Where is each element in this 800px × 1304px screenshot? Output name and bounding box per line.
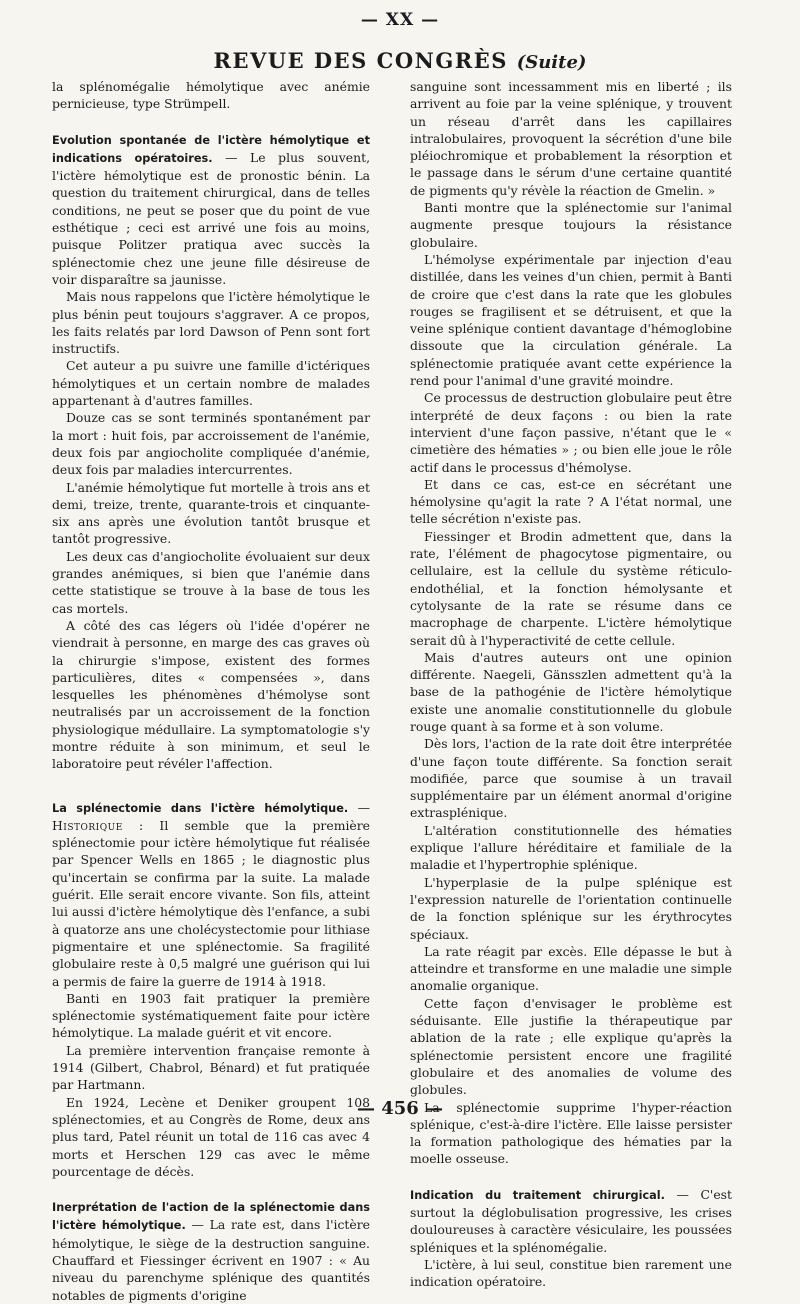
section-indication [410,1186,732,1256]
paragraph: L'ictère, à lui seul, constitue bien rarement une indication opératoire. [410,1256,732,1290]
paragraph: Cet auteur a pu suivre une famille d'ictériques hémolytiques et un certain nombre de malades appartenant à d'autres familles. [52,358,370,409]
paragraph: L'hémolyse expérimentale par injection d'eau distillée, dans les veines d'un chien, permit à Banti de croire que c'est dans la rate que les globules rouges se fragilisent et se détruisent, et que la veine splénique contient davantage d'hémoglobine dissoute que la circulation générale. La splénectomie pratiquée avant cette expérience la rend pour l'animal d'une gravité moindre. [410,251,732,389]
section-title: La splénectomie dans l'ictère hémolytique. [52,801,349,815]
section-text: — C'est surtout la déglobulisation progressive, les crises douloureuses à caractère vésiculaire, les poussées spléniques et la splénomégalie. [410,1186,733,1255]
paragraph: Fiessinger et Brodin admettent que, dans la rate, l'élément de phagocytose pigmentaire, ou cellulaire, est la cellule du système réticulo-endothélial, et la fonction hémolysante et cytolysante de la rate se résume dans ce macrophage de charpente. L'ictère hémolytique serait dû à l'hyperactivité de cette cellule. [410,528,732,648]
page-number: — 456 — [356,1098,444,1119]
paragraph: L'anémie hémolytique fut mortelle à trois ans et demi, treize, trente, quarante-trois et cinquante-six ans après une évolution tantôt brusque et tantôt progressive. [52,479,370,547]
paragraph: Cette façon d'envisager le problème est séduisante. Elle justifie la thérapeutique par ablation de la rate ; elle explique qu'après la splénectomie persistent encore une fragilité globulaire et des anomalies de volume des globules. [410,995,732,1098]
section-text: — Le plus souvent, l'ictère hémolytique est de pronostic bénin. La question du traitement chirurgical, dans de telles conditions, ne peut se poser que du point de vue esthétique ; ceci est arrivé une fois au moins, puisque Politzer pratiqua avec succès la splénectomie chez une jeune fille désireuse de voir disparaître sa jaunisse. [52,149,371,287]
paragraph: L'altération constitutionnelle des hématies explique l'allure héréditaire et familiale de la maladie et l'hypertrophie splénique. [410,822,732,873]
section-smallcaps: Historique [52,817,123,833]
paragraph: sanguine sont incessamment mis en liberté ; ils arrivent au foie par la veine splénique, y trouvent un réseau d'arrêt dans les capillaires intralobulaires, provoquent la sécrétion d'une bile pléiochromique et probablement la résorption et le passage dans le sérum d'une certaine quantité de pigments qu'y révèle la réaction de Gmelin. » [410,79,732,198]
paragraph: Douze cas se sont terminés spontanément par la mort : huit fois, par accroissement de l'anémie, deux fois par angiocholite compliquée d'anémie, deux fois par maladies intercurrentes. [52,410,370,478]
paragraph: L'hyperplasie de la pulpe splénique est l'expression naturelle de l'orientation continuelle de la fonction splénique sur les érythrocytes spéciaux. [410,874,732,942]
section-splenectomie [52,799,370,990]
paragraph: Mais nous rappelons que l'ictère hémolytique le plus bénin peut toujours s'aggraver. A ce propos, les faits relatés par lord Dawson of Penn sont fort instructifs. [52,289,370,357]
paragraph: Mais d'autres auteurs ont une opinion différente. Naegeli, Gänsszlen admettent qu'à la base de la pathogénie de l'ictère hémolytique existe une anomalie constitutionnelle du globule rouge quant à sa forme et à son volume. [410,649,732,734]
section-evolution [52,131,370,289]
section-title: Inerprétation de l'action de la splénectomie dans l'ictère hémolytique. [52,1201,370,1233]
section-dash: — [348,799,370,815]
paragraph: Banti en 1903 fait pratiquer la première splénectomie systématiquement faite pour ictère hémolytique. La malade guérit et vit encore. [52,990,370,1041]
paragraph: la splénomégalie hémolytique avec anémie pernicieuse, type Strümpell. [52,79,370,112]
paragraph: A côté des cas légers où l'idée d'opérer ne viendrait à personne, en marge des cas graves où la chirurgie s'impose, existent des formes particulières, dites « compensées », dans lesquelles les phénomènes d'hémolyse sont neutralisés par un accroissement de la fonction physiologique médullaire. La symptomatologie s'y montre réduite à son minimum, et seul le laboratoire peut révéler l'affection. [52,617,370,772]
header-suite: (Suite) [516,52,587,73]
header-title: REVUE DES CONGRÈS [213,48,508,73]
left-column [52,78,370,1304]
paragraph: Banti montre que la splénectomie sur l'animal augmente presque toujours la résistance globulaire. [410,200,732,250]
paragraph: La rate réagit par excès. Elle dépasse le but à atteindre et transforme en une maladie une simple anomalie organique. [410,943,732,994]
paragraph: La splénectomie supprime l'hyper-réaction splénique, c'est-à-dire l'ictère. Elle laisse persister la formation pathologique des hématies par la moelle osseuse. [410,1099,732,1167]
paragraph: Dès lors, l'action de la rate doit être interprétée d'une façon toute différente. Sa fonction serait modifiée, parce que soumise à un travail supplémentaire par un élément anormal d'origine extrasplénique. [410,736,732,821]
section-text: : Il semble que la première splénectomie pour ictère hémolytique fut réalisée par Spencer Wells en 1865 ; le diagnostic plus qu'incertain se confirma par la suite. La malade guérit. Elle serait encore vivante. Son fils, atteint lui aussi d'ictère hémolytique dès l'enfance, a subi à quatorze ans une cholécystectomie pour lithiase pigmentaire et une splénectomie. Sa fragilité globulaire reste à 0,5 malgré une guérison qui lui a permis de faire la guerre de 1914 à 1918. [52,817,370,989]
roman-page-number: — XX — [360,10,440,30]
section-interpretation [52,1198,370,1304]
running-header [0,48,800,73]
section-title: Evolution spontanée de l'ictère hémolytique et indications opératoires. [52,133,370,165]
paragraph: La première intervention française remonte à 1914 (Gilbert, Chabrol, Bénard) et fut pratiquée par Hartmann. [52,1042,370,1093]
paragraph: Et dans ce cas, est-ce en sécrétant une hémolysine qu'agit la rate ? A l'état normal, une telle sécrétion n'existe pas. [410,476,732,527]
paragraph: En 1924, Lecène et Deniker groupent 108 splénectomies, et au Congrès de Rome, deux ans plus tard, Patel réunit un total de 116 cas avec 4 morts et Herschen 129 cas avec le même pourcentage de décès. [52,1094,370,1179]
paragraph: Les deux cas d'angiocholite évoluaient sur deux grandes anémiques, si bien que l'anémie dans cette statistique se trouve à la base de tous les cas mortels. [52,548,370,616]
paragraph: Ce processus de destruction globulaire peut être interprété de deux façons : ou bien la rate intervient d'une façon passive, n'étant que le « cimetière des hématies » ; ou bien elle joue le rôle actif dans le processus d'hémolyse. [410,390,732,475]
section-text: — La rate est, dans l'ictère hémolytique, le siège de la destruction sanguine. Chauffard et Fiessinger écrivent en 1907 : « Au niveau du parenchyme splénique des quantités notables de pigments d'origine [52,1217,370,1303]
section-title: Indication du traitement chirurgical. [410,1188,665,1202]
